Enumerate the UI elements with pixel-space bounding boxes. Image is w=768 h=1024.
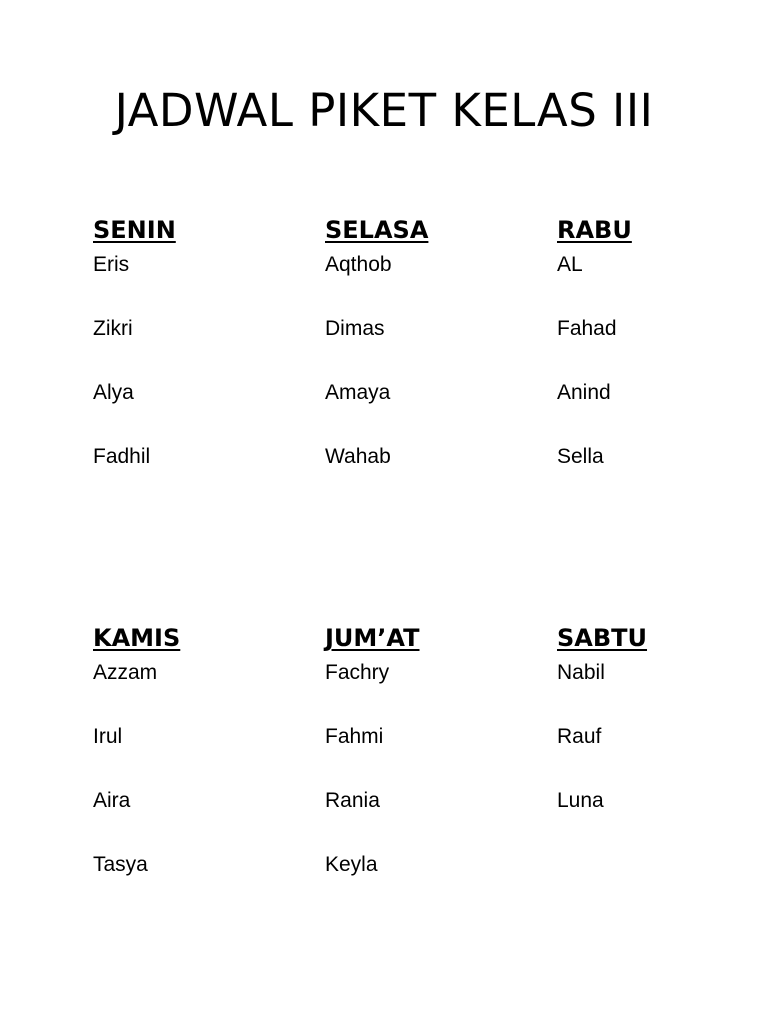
list-item: Rania	[325, 789, 380, 812]
list-item: AL	[557, 253, 583, 276]
name-list	[93, 247, 313, 503]
name-list	[93, 655, 313, 911]
list-item: Fahmi	[325, 725, 384, 748]
day-column-selasa	[325, 213, 545, 503]
list-item: Nabil	[557, 661, 605, 684]
list-item: Azzam	[93, 661, 158, 684]
list-item: Anind	[557, 381, 611, 404]
list-item: Irul	[93, 725, 123, 748]
list-item: Rauf	[557, 725, 602, 748]
list-item: Keyla	[325, 853, 378, 876]
day-heading: SENIN	[93, 216, 176, 244]
day-column-kamis	[93, 621, 313, 911]
day-column-rabu	[557, 213, 768, 503]
list-item: Tasya	[93, 853, 148, 876]
list-item: Dimas	[325, 317, 385, 340]
list-item: Alya	[93, 381, 134, 404]
list-item: Fadhil	[93, 445, 151, 468]
name-list	[557, 655, 768, 847]
day-heading: JUM’AT	[325, 624, 420, 652]
list-item: Amaya	[325, 381, 391, 404]
list-item: Aqthob	[325, 253, 392, 276]
name-list	[325, 247, 545, 503]
day-heading: SELASA	[325, 216, 429, 244]
list-item: Eris	[93, 253, 130, 276]
day-heading: KAMIS	[93, 624, 181, 652]
list-item: Luna	[557, 789, 604, 812]
list-item: Fahad	[557, 317, 617, 340]
list-item: Fachry	[325, 661, 390, 684]
name-list	[557, 247, 768, 503]
day-column-sabtu	[557, 621, 768, 847]
day-column-jumat	[325, 621, 545, 911]
day-heading: RABU	[557, 216, 632, 244]
list-item: Zikri	[93, 317, 133, 340]
name-list	[325, 655, 545, 911]
list-item: Aira	[93, 789, 131, 812]
list-item: Sella	[557, 445, 604, 468]
page-title: JADWAL PIKET KELAS III	[114, 84, 654, 137]
day-heading: SABTU	[557, 624, 648, 652]
list-item: Wahab	[325, 445, 391, 468]
day-column-senin	[93, 213, 313, 503]
